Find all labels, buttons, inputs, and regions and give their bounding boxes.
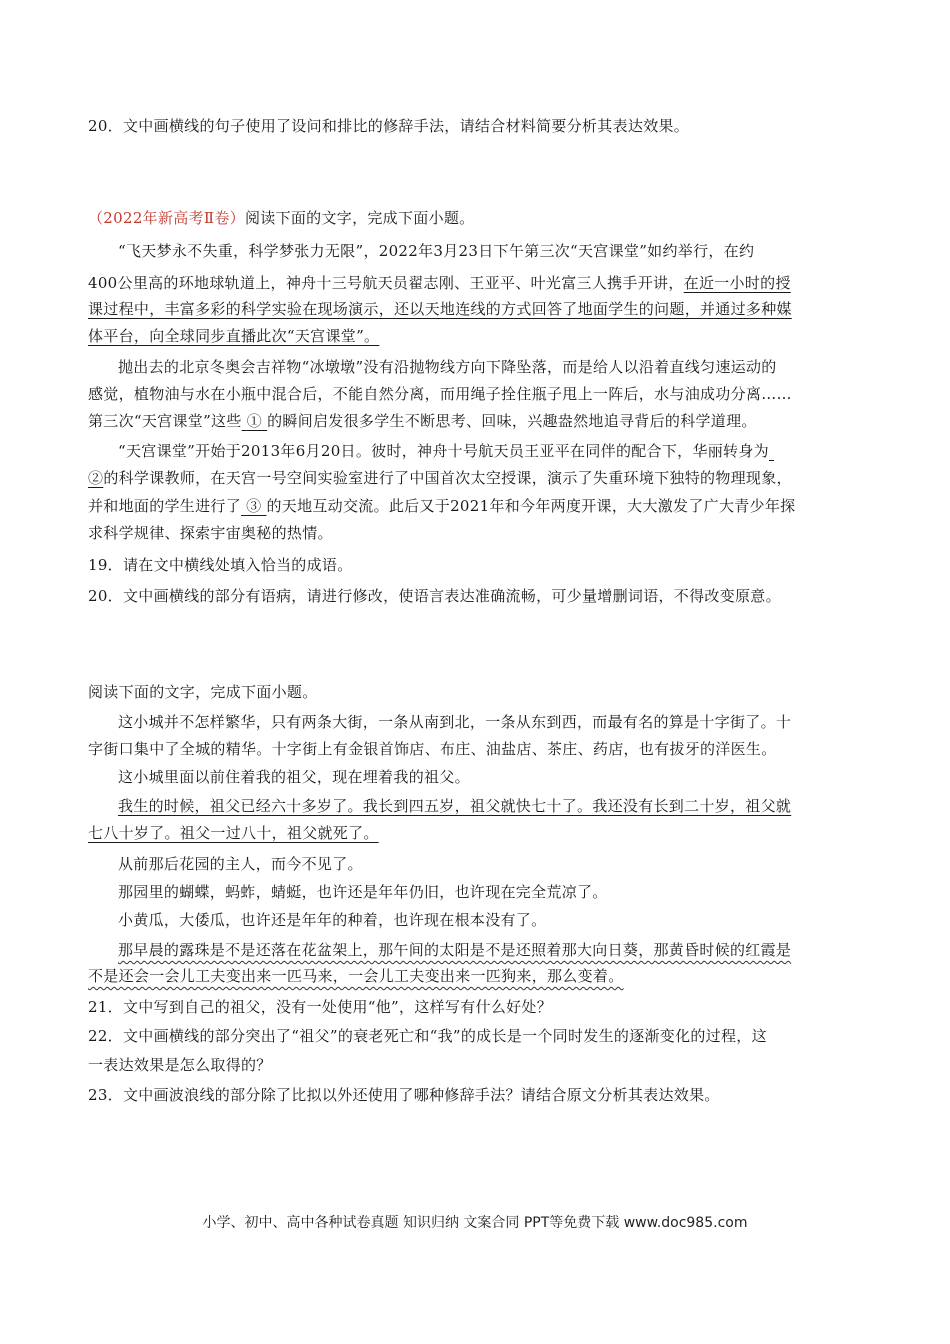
paragraph-line — [88, 272, 868, 294]
paragraph-line: 字街口集中了全城的精华。十字街上有金银首饰店、布庄、油盐店、茶庄、药店，也有拔牙的洋医生。 — [88, 740, 777, 758]
instruction: 阅读下面的文字，完成下面小题。 — [88, 683, 318, 701]
question-19: 19．请在文中横线处填入恰当的成语。 — [88, 556, 353, 574]
paragraph-line: 求科学规律、探索宇宙奥秘的热情。 — [88, 524, 333, 542]
paragraph-line: 感觉，植物油与水在小瓶中混合后，不能自然分离，而用绳子拴住瓶子甩上一阵后，水与油成功分离…… — [88, 385, 792, 403]
wavy-underlined-sentence: 不是还会一会儿工夫变出来一匹马来，一会儿工夫变出来一匹狗来，那么变着。 — [88, 967, 624, 985]
blank-2: ② — [88, 469, 104, 487]
underlined-sentence: 七八十岁了。祖父一过八十，祖父就死了。 — [88, 824, 379, 842]
question-22-cont: 一表达效果是怎么取得的？ — [88, 1056, 272, 1074]
question-23: 23．文中画波浪线的部分除了比拟以外还使用了哪种修辞手法？请结合原文分析其表达效果。 — [88, 1086, 720, 1104]
paragraph-line — [88, 410, 868, 432]
text-span: 的瞬间启发很多学生不断思考、回味，兴趣盎然地追寻背后的科学道理。 — [267, 412, 757, 430]
blank-3 — [241, 497, 266, 515]
paragraph-line — [118, 440, 898, 462]
wavy-underlined-sentence: 那早晨的露珠是不是还落在花盆架上，那午间的太阳是不是还照着那大向日葵，那黄昏时候的红霞是 — [118, 941, 792, 959]
instruction: 阅读下面的文字，完成下面小题。 — [244, 209, 475, 227]
paragraph-line — [88, 467, 868, 489]
underlined-sentence: 我生的时候，祖父已经六十多岁了。我长到四五岁，祖父就快七十了。我还没有长到二十岁，祖父就 — [118, 797, 792, 815]
underlined-sentence: 在近一小时的授 — [683, 274, 791, 292]
text-span: 的天地互动交流。此后又于2021年和今年两度开课，大大激发了广大青少年探 — [266, 497, 796, 515]
text-span: 并和地面的学生进行了 — [88, 497, 242, 515]
text-span: 第三次“天宫课堂”这些 — [88, 412, 242, 430]
question-22: 22．文中画横线的部分突出了“祖父”的衰老死亡和“我”的成长是一个同时发生的逐渐变化的过程，这 — [88, 1027, 767, 1045]
underlined-sentence: 课过程中，丰富多彩的科学实验在现场演示，还以天地连线的方式回答了地面学生的问题，并通过多种媒 — [88, 300, 792, 318]
paragraph-line: 小黄瓜，大倭瓜，也许还是年年的种着，也许现在根本没有了。 — [118, 911, 547, 929]
text-span: 400公里高的环地球轨道上，神舟十三号航天员翟志刚、王亚平、叶光富三人携手开讲， — [88, 274, 684, 292]
blank-1 — [242, 412, 267, 430]
question-20-previous: 20．文中画横线的句子使用了设问和排比的修辞手法，请结合材料简要分析其表达效果。 — [88, 117, 690, 135]
blank-number: ① — [246, 412, 263, 430]
paragraph-line: 从前那后花园的主人，而今不见了。 — [118, 855, 363, 873]
paragraph-line — [88, 495, 868, 517]
passage-heading — [88, 207, 868, 229]
text-span: “天宫课堂”开始于2013年6月20日。彼时，神舟十号航天员王亚平在同伴的配合下，华丽转身为 — [118, 442, 769, 460]
paragraph-line: “飞天梦永不失重，科学梦张力无限”，2022年3月23日下午第三次“天宫课堂”如约举行，在约 — [118, 242, 755, 260]
paragraph-line: 抛出去的北京冬奥会吉祥物“冰墩墩”没有沿抛物线方向下降坠落，而是给人以沿着直线匀速运动的 — [118, 358, 777, 376]
exam-source: （2022年新高考Ⅱ卷） — [88, 209, 245, 227]
question-21: 21．文中写到自己的祖父，没有一处使用“他”，这样写有什么好处？ — [88, 998, 553, 1016]
paragraph-line: 这小城并不怎样繁华，只有两条大街，一条从南到北，一条从东到西，而最有名的算是十字街了。十 — [118, 713, 792, 731]
question-20: 20．文中画横线的部分有语病，请进行修改，使语言表达准确流畅，可少量增删词语，不得改变原意。 — [88, 587, 781, 605]
paragraph-line: 那园里的蝴蝶，蚂蚱，蜻蜓，也许还是年年仍旧，也许现在完全荒凉了。 — [118, 883, 608, 901]
page-footer: 小学、初中、高中各种试卷真题 知识归纳 文案合同 PPT等免费下载 www.doc985.com — [202, 1215, 748, 1231]
underlined-sentence: 体平台，向全球同步直播此次“天宫课堂”。 — [88, 327, 380, 345]
blank-number: ③ — [246, 497, 262, 515]
blank-underline — [769, 442, 774, 460]
text-span: 的科学课教师，在天宫一号空间实验室进行了中国首次太空授课，演示了失重环境下独特的物理现象， — [103, 469, 792, 487]
paragraph-line: 这小城里面以前住着我的祖父，现在埋着我的祖父。 — [118, 768, 470, 786]
